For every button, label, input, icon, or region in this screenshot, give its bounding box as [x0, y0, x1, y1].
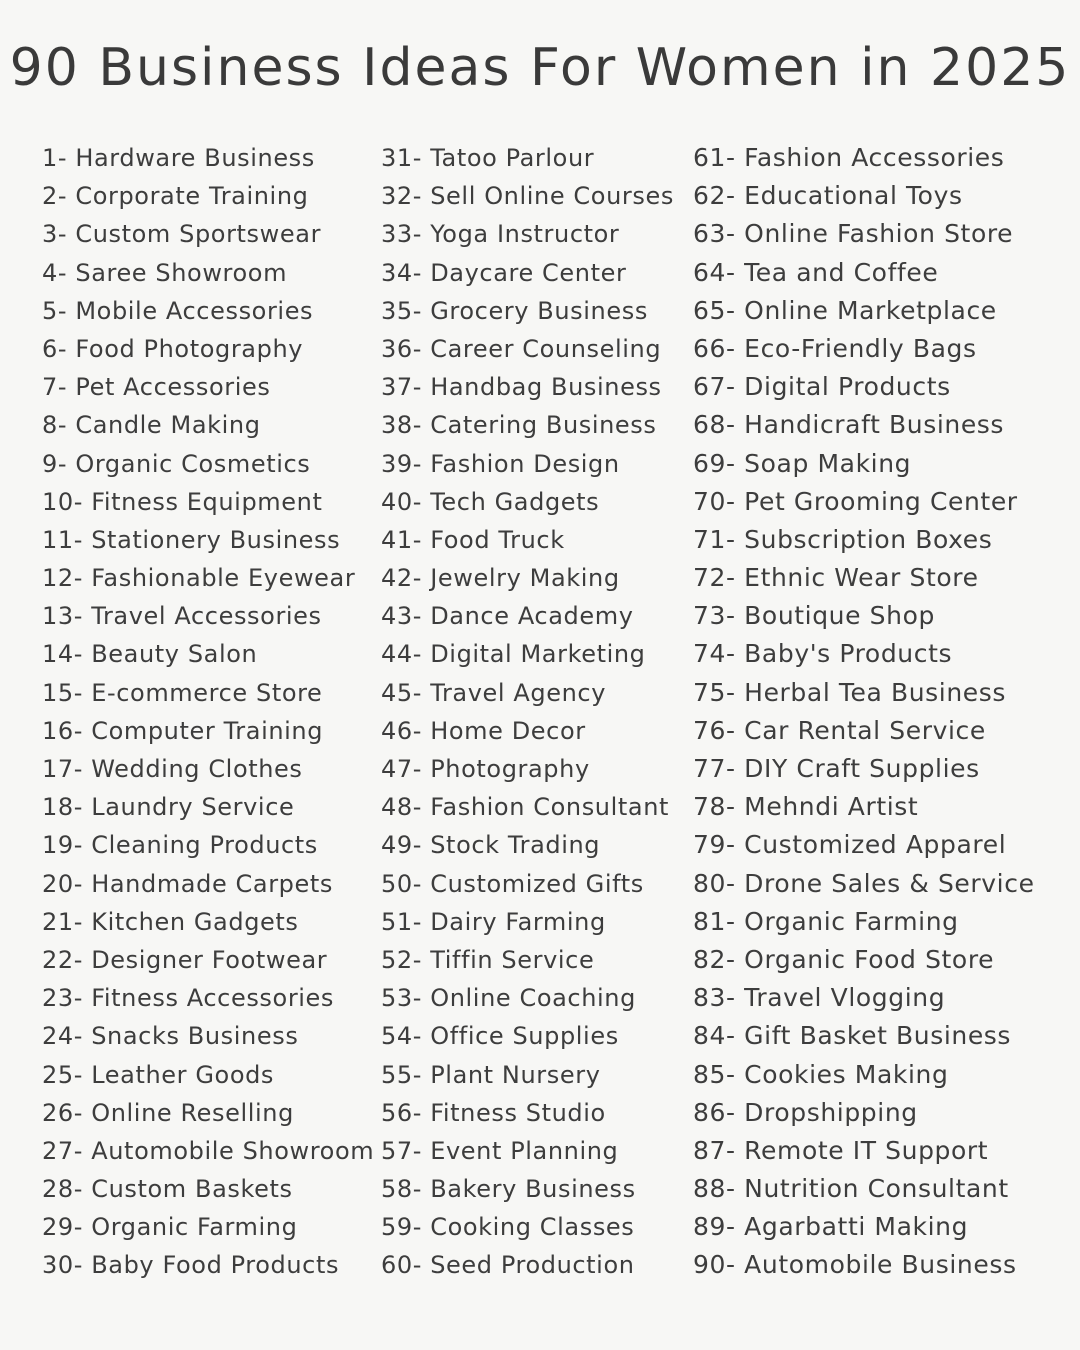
list-item: 57- Event Planning: [381, 1136, 619, 1165]
list-item: 3- Custom Sportswear: [42, 220, 322, 249]
list-item: 73- Boutique Shop: [693, 601, 935, 631]
list-item: 66- Eco-Friendly Bags: [693, 333, 977, 363]
list-item: 51- Dairy Farming: [381, 907, 606, 936]
list-item: 76- Car Rental Service: [693, 715, 986, 745]
list-item: 65- Online Marketplace: [693, 295, 997, 325]
list-item: 1- Hardware Business: [42, 144, 315, 172]
list-item: 9- Organic Cosmetics: [42, 449, 311, 478]
list-item: 64- Tea and Coffee: [693, 257, 939, 287]
list-item: 19- Cleaning Products: [42, 831, 318, 860]
list-item: 34- Daycare Center: [381, 258, 627, 287]
list-item: 2- Corporate Training: [42, 182, 309, 211]
ideas-column-3: [693, 139, 1073, 1285]
list-item: 52- Tiffin Service: [381, 945, 595, 974]
list-item: 79- Customized Apparel: [693, 830, 1007, 860]
list-item: 70- Pet Grooming Center: [693, 486, 1018, 516]
list-item: 72- Ethnic Wear Store: [693, 563, 979, 593]
list-item: 31- Tatoo Parlour: [381, 144, 595, 172]
list-item: 50- Customized Gifts: [381, 869, 644, 898]
list-item: 77- DIY Craft Supplies: [693, 754, 980, 783]
list-item: 28- Custom Baskets: [42, 1175, 293, 1204]
list-item: 59- Cooking Classes: [381, 1213, 635, 1242]
ideas-column-1: [42, 139, 377, 1285]
list-item: 61- Fashion Accessories: [693, 143, 1005, 172]
list-item: 38- Catering Business: [381, 411, 657, 440]
list-item: 4- Saree Showroom: [42, 258, 288, 287]
list-item: 20- Handmade Carpets: [42, 869, 333, 898]
list-item: 48- Fashion Consultant: [381, 793, 670, 822]
list-item: 22- Designer Footwear: [42, 945, 328, 974]
list-item: 78- Mehndi Artist: [693, 792, 919, 822]
list-item: 56- Fitness Studio: [381, 1098, 606, 1127]
list-item: 58- Bakery Business: [381, 1175, 636, 1204]
list-item: 25- Leather Goods: [42, 1060, 275, 1089]
list-item: 83- Travel Vlogging: [693, 983, 946, 1013]
list-item: 12- Fashionable Eyewear: [42, 564, 356, 593]
list-item: 55- Plant Nursery: [381, 1060, 601, 1089]
list-item: 80- Drone Sales & Service: [693, 868, 1035, 898]
list-item: 81- Organic Farming: [693, 906, 959, 936]
list-item: 5- Mobile Accessories: [42, 296, 314, 325]
list-item: 69- Soap Making: [693, 448, 912, 478]
list-item: 75- Herbal Tea Business: [693, 677, 1007, 707]
list-item: 21- Kitchen Gadgets: [42, 907, 299, 936]
list-item: 43- Dance Academy: [381, 602, 634, 631]
list-item: 37- Handbag Business: [381, 373, 662, 402]
list-item: 18- Laundry Service: [42, 793, 295, 822]
list-item: 88- Nutrition Consultant: [693, 1174, 1009, 1204]
list-item: 87- Remote IT Support: [693, 1135, 989, 1165]
list-item: 74- Baby's Products: [693, 639, 953, 669]
list-item: 7- Pet Accessories: [42, 373, 271, 402]
list-item: 68- Handicraft Business: [693, 410, 1005, 440]
list-item: 24- Snacks Business: [42, 1022, 299, 1051]
list-item: 15- E-commerce Store: [42, 678, 323, 707]
list-item: 54- Office Supplies: [381, 1022, 619, 1051]
list-item: 49- Stock Trading: [381, 831, 601, 860]
list-item: 44- Digital Marketing: [381, 640, 646, 669]
list-item: 11- Stationery Business: [42, 525, 341, 554]
list-item: 16- Computer Training: [42, 716, 324, 745]
list-item: 33- Yoga Instructor: [381, 220, 620, 249]
list-item: 32- Sell Online Courses: [381, 182, 674, 211]
list-item: 42- Jewelry Making: [381, 564, 620, 593]
list-item: 6- Food Photography: [42, 334, 304, 363]
list-item: 84- Gift Basket Business: [693, 1021, 1012, 1051]
list-item: 35- Grocery Business: [381, 296, 648, 325]
list-item: 30- Baby Food Products: [42, 1251, 340, 1280]
list-item: 63- Online Fashion Store: [693, 219, 1014, 249]
list-item: 27- Automobile Showroom: [42, 1136, 375, 1165]
list-item: 89- Agarbatti Making: [693, 1212, 969, 1242]
list-item: 14- Beauty Salon: [42, 640, 258, 669]
list-item: 40- Tech Gadgets: [381, 487, 600, 516]
list-item: 39- Fashion Design: [381, 449, 620, 478]
list-item: 85- Cookies Making: [693, 1059, 949, 1089]
list-item: 41- Food Truck: [381, 525, 565, 554]
list-item: 67- Digital Products: [693, 372, 951, 402]
list-item: 86- Dropshipping: [693, 1097, 918, 1127]
list-item: 29- Organic Farming: [42, 1213, 298, 1242]
list-item: 23- Fitness Accessories: [42, 984, 335, 1013]
list-item: 36- Career Counseling: [381, 334, 662, 363]
ideas-column-2: [381, 139, 691, 1285]
list-item: 8- Candle Making: [42, 411, 261, 440]
list-item: 62- Educational Toys: [693, 181, 963, 211]
list-item: 47- Photography: [381, 755, 590, 783]
list-item: 53- Online Coaching: [381, 984, 636, 1013]
list-item: 90- Automobile Business: [693, 1250, 1017, 1280]
list-item: 10- Fitness Equipment: [42, 487, 323, 516]
list-item: 17- Wedding Clothes: [42, 755, 303, 783]
list-item: 82- Organic Food Store: [693, 944, 995, 974]
list-item: 71- Subscription Boxes: [693, 524, 993, 554]
list-item: 45- Travel Agency: [381, 678, 607, 707]
list-item: 60- Seed Production: [381, 1251, 635, 1280]
list-item: 26- Online Reselling: [42, 1098, 294, 1127]
page-title: 90 Business Ideas For Women in 2025: [9, 38, 1071, 98]
list-item: 46- Home Decor: [381, 716, 586, 745]
list-item: 13- Travel Accessories: [42, 602, 322, 631]
